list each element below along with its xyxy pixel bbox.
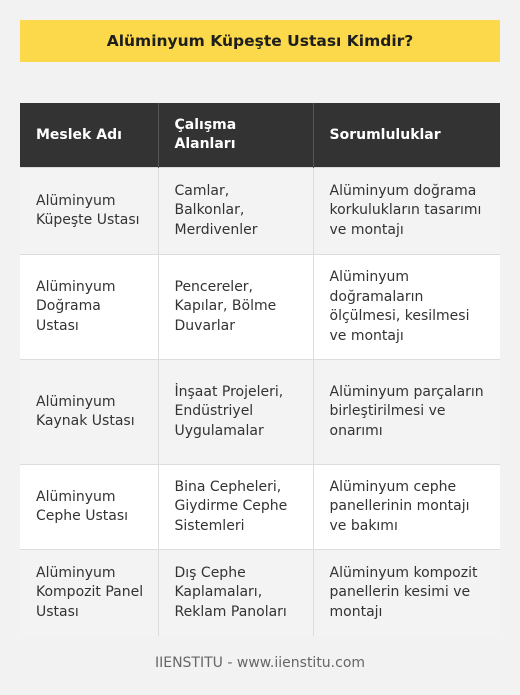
cell-profession: Alüminyum Kaynak Ustası bbox=[20, 360, 158, 465]
cell-work-areas: Bina Cepheleri, Giydirme Cephe Sistemleri bbox=[158, 465, 313, 550]
cell-responsibilities: Alüminyum parçaların birleştirilmesi ve onarımı bbox=[313, 360, 500, 465]
column-header-responsibilities: Sorumluluklar bbox=[313, 103, 500, 168]
cell-responsibilities: Alüminyum cephe panellerinin montajı ve bakımı bbox=[313, 465, 500, 550]
table-row bbox=[20, 550, 500, 637]
cell-profession: Alüminyum Kompozit Panel Ustası bbox=[20, 550, 158, 637]
cell-profession: Alüminyum Doğrama Ustası bbox=[20, 255, 158, 360]
table-row bbox=[20, 360, 500, 465]
cell-profession: Alüminyum Cephe Ustası bbox=[20, 465, 158, 550]
cell-work-areas: Dış Cephe Kaplamaları, Reklam Panoları bbox=[158, 550, 313, 637]
table-row bbox=[20, 168, 500, 255]
cell-responsibilities: Alüminyum doğramaların ölçülmesi, kesilmesi ve montajı bbox=[313, 255, 500, 360]
column-header-work-areas: Çalışma Alanları bbox=[158, 103, 313, 168]
professions-table-container bbox=[20, 103, 500, 636]
cell-work-areas: İnşaat Projeleri, Endüstriyel Uygulamalar bbox=[158, 360, 313, 465]
column-header-profession: Meslek Adı bbox=[20, 103, 158, 168]
table-row bbox=[20, 465, 500, 550]
cell-work-areas: Camlar, Balkonlar, Merdivenler bbox=[158, 168, 313, 255]
cell-work-areas: Pencereler, Kapılar, Bölme Duvarlar bbox=[158, 255, 313, 360]
table-header-row bbox=[20, 103, 500, 168]
title-banner bbox=[20, 20, 500, 62]
page-title: Alüminyum Küpeşte Ustası Kimdir? bbox=[106, 32, 414, 50]
table-row bbox=[20, 255, 500, 360]
cell-responsibilities: Alüminyum doğrama korkulukların tasarımı ve montajı bbox=[313, 168, 500, 255]
cell-responsibilities: Alüminyum kompozit panellerin kesimi ve montajı bbox=[313, 550, 500, 637]
footer-source: IIENSTITU - www.iienstitu.com bbox=[154, 655, 366, 671]
professions-table bbox=[20, 103, 500, 636]
cell-profession: Alüminyum Küpeşte Ustası bbox=[20, 168, 158, 255]
